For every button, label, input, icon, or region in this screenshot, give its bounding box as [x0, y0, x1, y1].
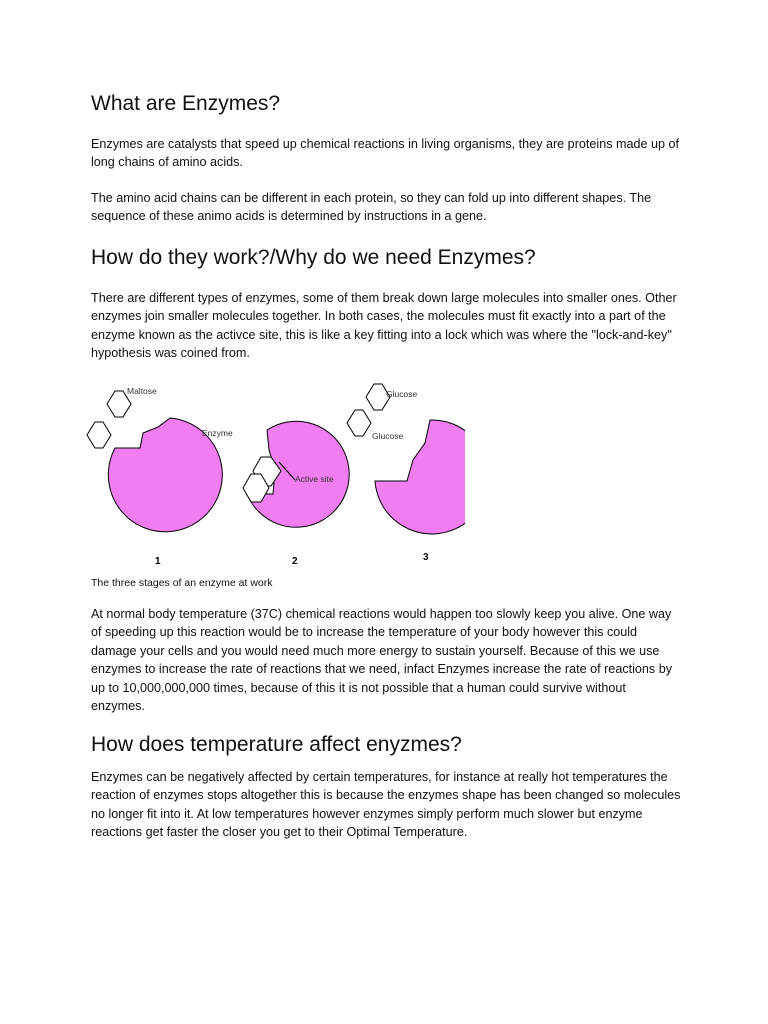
enzyme-stages-diagram	[85, 378, 365, 578]
heading-temperature-effect: How does temperature affect enyzmes?	[91, 733, 462, 756]
paragraph-types-of-enzymes: There are different types of enzymes, some of them break down large molecules into smaller ones. Other enzymes join smaller molecules together. In both cases, the molecules must fit exactly into a part of the enzyme known as the activce site, this is like a key fitting into a lock which was where the "lock-and-key" hypothesis was coined from.	[91, 291, 677, 361]
paragraph-amino-acids: The amino acid chains can be different in each protein, so they can fold up into different shapes. The sequence of these animo acids is determined by instructions in a gene.	[91, 191, 652, 224]
paragraph-definition: Enzymes are catalysts that speed up chemical reactions in living organisms, they are proteins made up of long chains of amino acids.	[91, 137, 680, 170]
maltose-hexagon-2	[87, 422, 111, 448]
stage-number-3: 3	[423, 552, 429, 563]
label-glucose-bottom: Glucose	[372, 431, 404, 441]
label-active-site: Active site	[295, 474, 334, 484]
heading-how-do-they-work: How do they work?/Why do we need Enzymes?	[91, 246, 536, 269]
paragraph-body-temperature: At normal body temperature (37C) chemical reactions would happen too slowly keep you alive. One way of speeding up this reaction would be to increase the temperature of your body however this could damage your cells and you would need much more energy to sustain yourself. Because of this we use enzymes to increase the rate of reactions that we need, infact Enzymes increase the rate of reactions by up to 10,000,000,000 times, because of this it is not possible that a human could survive without enzymes.	[91, 607, 673, 714]
stage-number-1: 1	[155, 556, 161, 567]
label-maltose: Maltose	[127, 386, 157, 396]
label-glucose-top: Glucose	[386, 389, 418, 399]
label-enzyme: Enzyme	[202, 428, 233, 438]
diagram-caption: The three stages of an enzyme at work	[91, 577, 273, 589]
heading-what-are-enzymes: What are Enzymes?	[91, 92, 281, 115]
paragraph-temperature-effect: Enzymes can be negatively affected by certain temperatures, for instance at really hot temperatures the reaction of enzymes stops altogether this is because the enzymes shape has been changed so molecules no longer fit into it. At low temperatures however enzymes simply perform much slower but enzyme reactions get faster the closer you get to their Optimal Temperature.	[91, 770, 681, 840]
glucose-hexagon-bottom	[347, 410, 371, 436]
stage-number-2: 2	[292, 556, 298, 567]
enzyme-stage-3-diagram	[345, 378, 465, 578]
